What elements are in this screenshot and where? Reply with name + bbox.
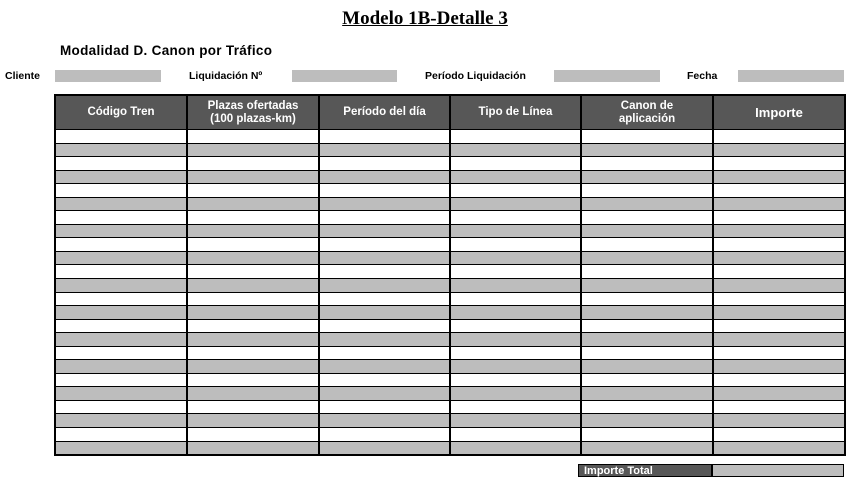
table-cell[interactable] <box>187 265 319 279</box>
table-cell[interactable] <box>450 428 581 442</box>
table-cell[interactable] <box>319 197 450 211</box>
table-row <box>55 197 845 211</box>
table-cell[interactable] <box>55 251 187 265</box>
table-cell[interactable] <box>450 184 581 198</box>
importe-total-field[interactable] <box>712 464 844 477</box>
header-codigo-tren: Código Tren <box>55 95 187 130</box>
table-cell[interactable] <box>581 414 713 428</box>
table-cell[interactable] <box>55 428 187 442</box>
table-cell[interactable] <box>581 211 713 225</box>
table-cell[interactable] <box>713 130 845 144</box>
table-cell[interactable] <box>713 441 845 455</box>
header-plazas-ofertadas: Plazas ofertadas (100 plazas-km) <box>187 95 319 130</box>
detail-table <box>54 94 846 456</box>
table-row <box>55 265 845 279</box>
table-row <box>55 279 845 293</box>
table-cell[interactable] <box>187 414 319 428</box>
table-cell[interactable] <box>55 360 187 374</box>
liquidacion-label: Liquidación Nº <box>189 70 263 82</box>
table-cell[interactable] <box>581 319 713 333</box>
table-cell[interactable] <box>319 224 450 238</box>
table-row <box>55 441 845 455</box>
table-cell[interactable] <box>319 251 450 265</box>
table-cell[interactable] <box>713 346 845 360</box>
cliente-field[interactable] <box>55 70 161 82</box>
table-cell[interactable] <box>319 333 450 347</box>
table-cell[interactable] <box>450 360 581 374</box>
table-row <box>55 251 845 265</box>
table-cell[interactable] <box>55 184 187 198</box>
table-row <box>55 143 845 157</box>
table-cell[interactable] <box>450 279 581 293</box>
table-header-row <box>55 95 845 130</box>
table-cell[interactable] <box>450 170 581 184</box>
table-row <box>55 170 845 184</box>
table-cell[interactable] <box>55 224 187 238</box>
table-body <box>55 130 845 456</box>
table-cell[interactable] <box>55 319 187 333</box>
table-cell[interactable] <box>581 265 713 279</box>
table-cell[interactable] <box>187 333 319 347</box>
table-cell[interactable] <box>319 373 450 387</box>
section-subtitle: Modalidad D. Canon por Tráfico <box>60 43 273 58</box>
table-row <box>55 387 845 401</box>
table-cell[interactable] <box>581 157 713 171</box>
fecha-field[interactable] <box>738 70 844 82</box>
table-cell[interactable] <box>319 292 450 306</box>
table-cell[interactable] <box>187 428 319 442</box>
table-cell[interactable] <box>187 170 319 184</box>
table-row <box>55 414 845 428</box>
table-row <box>55 184 845 198</box>
table-cell[interactable] <box>319 387 450 401</box>
liquidacion-field[interactable] <box>292 70 397 82</box>
cliente-label: Cliente <box>5 70 41 82</box>
table-cell[interactable] <box>55 170 187 184</box>
table-row <box>55 400 845 414</box>
table-cell[interactable] <box>55 157 187 171</box>
table-cell[interactable] <box>450 157 581 171</box>
table-cell[interactable] <box>450 373 581 387</box>
table-cell[interactable] <box>713 414 845 428</box>
table-cell[interactable] <box>55 373 187 387</box>
table-cell[interactable] <box>713 265 845 279</box>
table-cell[interactable] <box>713 197 845 211</box>
table-cell[interactable] <box>187 143 319 157</box>
table-cell[interactable] <box>55 441 187 455</box>
table-cell[interactable] <box>713 360 845 374</box>
table-cell[interactable] <box>581 360 713 374</box>
table-cell[interactable] <box>450 130 581 144</box>
table-cell[interactable] <box>319 211 450 225</box>
table-cell[interactable] <box>713 224 845 238</box>
table-cell[interactable] <box>187 251 319 265</box>
table-cell[interactable] <box>55 211 187 225</box>
table-cell[interactable] <box>581 441 713 455</box>
table-cell[interactable] <box>55 265 187 279</box>
table-cell[interactable] <box>450 224 581 238</box>
table-cell[interactable] <box>450 400 581 414</box>
table-cell[interactable] <box>55 333 187 347</box>
table-cell[interactable] <box>713 333 845 347</box>
table-cell[interactable] <box>55 346 187 360</box>
table-cell[interactable] <box>319 319 450 333</box>
table-cell[interactable] <box>713 319 845 333</box>
table-cell[interactable] <box>450 387 581 401</box>
table-cell[interactable] <box>187 400 319 414</box>
table-row <box>55 319 845 333</box>
periodo-field[interactable] <box>554 70 660 82</box>
table-cell[interactable] <box>450 251 581 265</box>
header-periodo-dia: Período del día <box>319 95 450 130</box>
document-title: Modelo 1B-Detalle 3 <box>342 8 508 29</box>
table-cell[interactable] <box>713 143 845 157</box>
table-cell[interactable] <box>581 306 713 320</box>
table-cell[interactable] <box>319 428 450 442</box>
table-cell[interactable] <box>319 265 450 279</box>
table-cell[interactable] <box>187 197 319 211</box>
table-cell[interactable] <box>187 184 319 198</box>
table-cell[interactable] <box>713 428 845 442</box>
table-cell[interactable] <box>713 400 845 414</box>
table-cell[interactable] <box>450 143 581 157</box>
table-cell[interactable] <box>581 387 713 401</box>
table-cell[interactable] <box>713 157 845 171</box>
table-cell[interactable] <box>187 292 319 306</box>
table-cell[interactable] <box>581 224 713 238</box>
table-cell[interactable] <box>450 414 581 428</box>
table-cell[interactable] <box>55 400 187 414</box>
table-cell[interactable] <box>319 360 450 374</box>
table-cell[interactable] <box>187 346 319 360</box>
table-cell[interactable] <box>187 130 319 144</box>
table-cell[interactable] <box>187 360 319 374</box>
table-cell[interactable] <box>319 143 450 157</box>
table-cell[interactable] <box>450 306 581 320</box>
table-cell[interactable] <box>319 400 450 414</box>
table-cell[interactable] <box>713 238 845 252</box>
table-cell[interactable] <box>55 143 187 157</box>
table-cell[interactable] <box>713 387 845 401</box>
header-canon-aplicacion: Canon de aplicación <box>581 95 713 130</box>
table-cell[interactable] <box>187 279 319 293</box>
table-cell[interactable] <box>319 279 450 293</box>
table-cell[interactable] <box>187 224 319 238</box>
table-cell[interactable] <box>713 211 845 225</box>
table-cell[interactable] <box>319 414 450 428</box>
table-cell[interactable] <box>713 251 845 265</box>
table-row <box>55 224 845 238</box>
table-cell[interactable] <box>55 279 187 293</box>
table-row <box>55 360 845 374</box>
table-row <box>55 333 845 347</box>
table-cell[interactable] <box>581 197 713 211</box>
fecha-label: Fecha <box>687 70 718 82</box>
table-cell[interactable] <box>450 441 581 455</box>
table-row <box>55 157 845 171</box>
table-cell[interactable] <box>187 306 319 320</box>
table-cell[interactable] <box>581 279 713 293</box>
table-cell[interactable] <box>55 414 187 428</box>
table-row <box>55 130 845 144</box>
table-cell[interactable] <box>581 143 713 157</box>
table-cell[interactable] <box>187 373 319 387</box>
table-cell[interactable] <box>581 251 713 265</box>
header-importe: Importe <box>713 95 845 130</box>
table-cell[interactable] <box>713 292 845 306</box>
table-cell[interactable] <box>55 306 187 320</box>
table-cell[interactable] <box>713 170 845 184</box>
table-cell[interactable] <box>55 292 187 306</box>
table-cell[interactable] <box>581 373 713 387</box>
table-cell[interactable] <box>319 238 450 252</box>
table-row <box>55 292 845 306</box>
table-cell[interactable] <box>187 319 319 333</box>
table-cell[interactable] <box>319 130 450 144</box>
table-row <box>55 238 845 252</box>
table-row <box>55 346 845 360</box>
table-cell[interactable] <box>581 333 713 347</box>
table-cell[interactable] <box>319 346 450 360</box>
table-cell[interactable] <box>713 184 845 198</box>
table-cell[interactable] <box>450 333 581 347</box>
table-cell[interactable] <box>319 441 450 455</box>
table-cell[interactable] <box>319 184 450 198</box>
table-cell[interactable] <box>450 319 581 333</box>
table-cell[interactable] <box>581 428 713 442</box>
table-row <box>55 211 845 225</box>
table-cell[interactable] <box>55 387 187 401</box>
table-row <box>55 306 845 320</box>
table-cell[interactable] <box>450 292 581 306</box>
table-cell[interactable] <box>450 346 581 360</box>
table-cell[interactable] <box>581 184 713 198</box>
periodo-label: Período Liquidación <box>425 70 526 82</box>
table-cell[interactable] <box>187 211 319 225</box>
table-cell[interactable] <box>187 157 319 171</box>
table-cell[interactable] <box>55 130 187 144</box>
table-cell[interactable] <box>187 387 319 401</box>
table-cell[interactable] <box>450 265 581 279</box>
table-cell[interactable] <box>581 400 713 414</box>
importe-total-label: Importe Total <box>578 464 712 477</box>
table-cell[interactable] <box>581 170 713 184</box>
table-cell[interactable] <box>319 170 450 184</box>
table-cell[interactable] <box>187 238 319 252</box>
table-cell[interactable] <box>450 197 581 211</box>
table-cell[interactable] <box>55 197 187 211</box>
table-cell[interactable] <box>713 373 845 387</box>
table-cell[interactable] <box>713 279 845 293</box>
table-cell[interactable] <box>581 130 713 144</box>
header-tipo-linea: Tipo de Línea <box>450 95 581 130</box>
table-cell[interactable] <box>187 441 319 455</box>
table-cell[interactable] <box>713 306 845 320</box>
table-cell[interactable] <box>319 306 450 320</box>
table-cell[interactable] <box>55 238 187 252</box>
table-cell[interactable] <box>450 211 581 225</box>
table-cell[interactable] <box>581 292 713 306</box>
table-row <box>55 428 845 442</box>
table-cell[interactable] <box>581 346 713 360</box>
table-cell[interactable] <box>581 238 713 252</box>
table-cell[interactable] <box>450 238 581 252</box>
table-cell[interactable] <box>319 157 450 171</box>
table-row <box>55 373 845 387</box>
